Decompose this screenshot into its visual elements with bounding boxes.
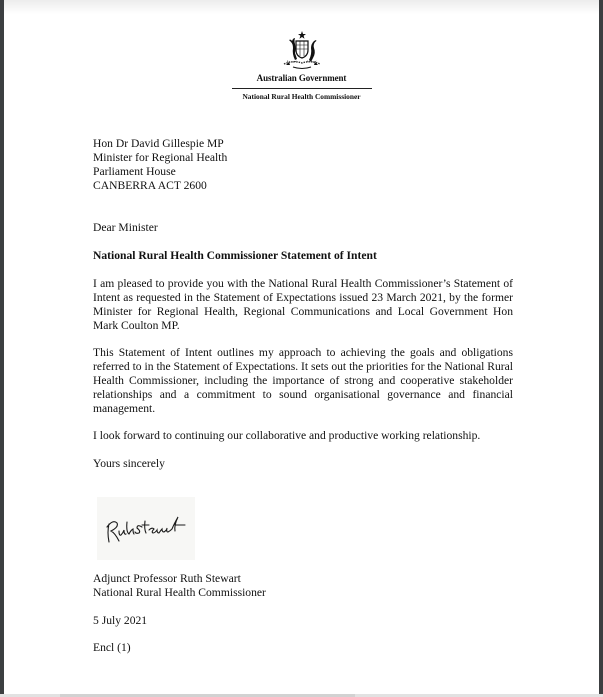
recipient-title: Minister for Regional Health <box>93 151 228 164</box>
signature-image <box>97 497 195 560</box>
recipient-name: Hon Dr David Gillespie MP <box>93 137 224 150</box>
closing: Yours sincerely <box>93 457 165 470</box>
salutation: Dear Minister <box>93 221 158 234</box>
body-paragraph: I look forward to continuing our collaborative and productive working relationship. <box>93 429 481 442</box>
body-paragraph: I am pleased to provide you with the National Rural Health Commissioner’s Statement of Intent as requested in the Statement of Expectations issued 23 March 2021, by the former Minister for Regional Health, Regional Communications and Local Government Hon Mark Coulton MP. <box>93 277 513 332</box>
recipient-building: Parliament House <box>93 165 176 178</box>
signature-icon <box>97 497 195 560</box>
signer-name: Adjunct Professor Ruth Stewart <box>93 572 241 585</box>
letterhead-divider <box>232 88 372 89</box>
document-page <box>4 0 599 694</box>
coat-of-arms-icon <box>279 30 325 70</box>
signer-title: National Rural Health Commissioner <box>93 586 266 599</box>
body-paragraph: This Statement of Intent outlines my approach to achieving the goals and obligations referred to in the Statement of Expectations. It sets out the priorities for the National Rural Health Commissioner, including the importance of strong and cooperative stakeholder relationships and a commitment to sound organisational governance and financial management. <box>93 346 513 415</box>
enclosure-note: Encl (1) <box>93 641 131 654</box>
recipient-address <box>93 137 513 193</box>
recipient-city: CANBERRA ACT 2600 <box>93 179 207 192</box>
agency-name: National Rural Health Commissioner <box>242 92 361 101</box>
page-top-shadow <box>4 0 599 14</box>
signer-block <box>93 572 513 600</box>
subject-heading: National Rural Health Commissioner Statement of Intent <box>93 249 377 262</box>
letter-date: 5 July 2021 <box>93 614 148 627</box>
letterhead <box>4 30 599 101</box>
government-name: Australian Government <box>256 73 347 83</box>
